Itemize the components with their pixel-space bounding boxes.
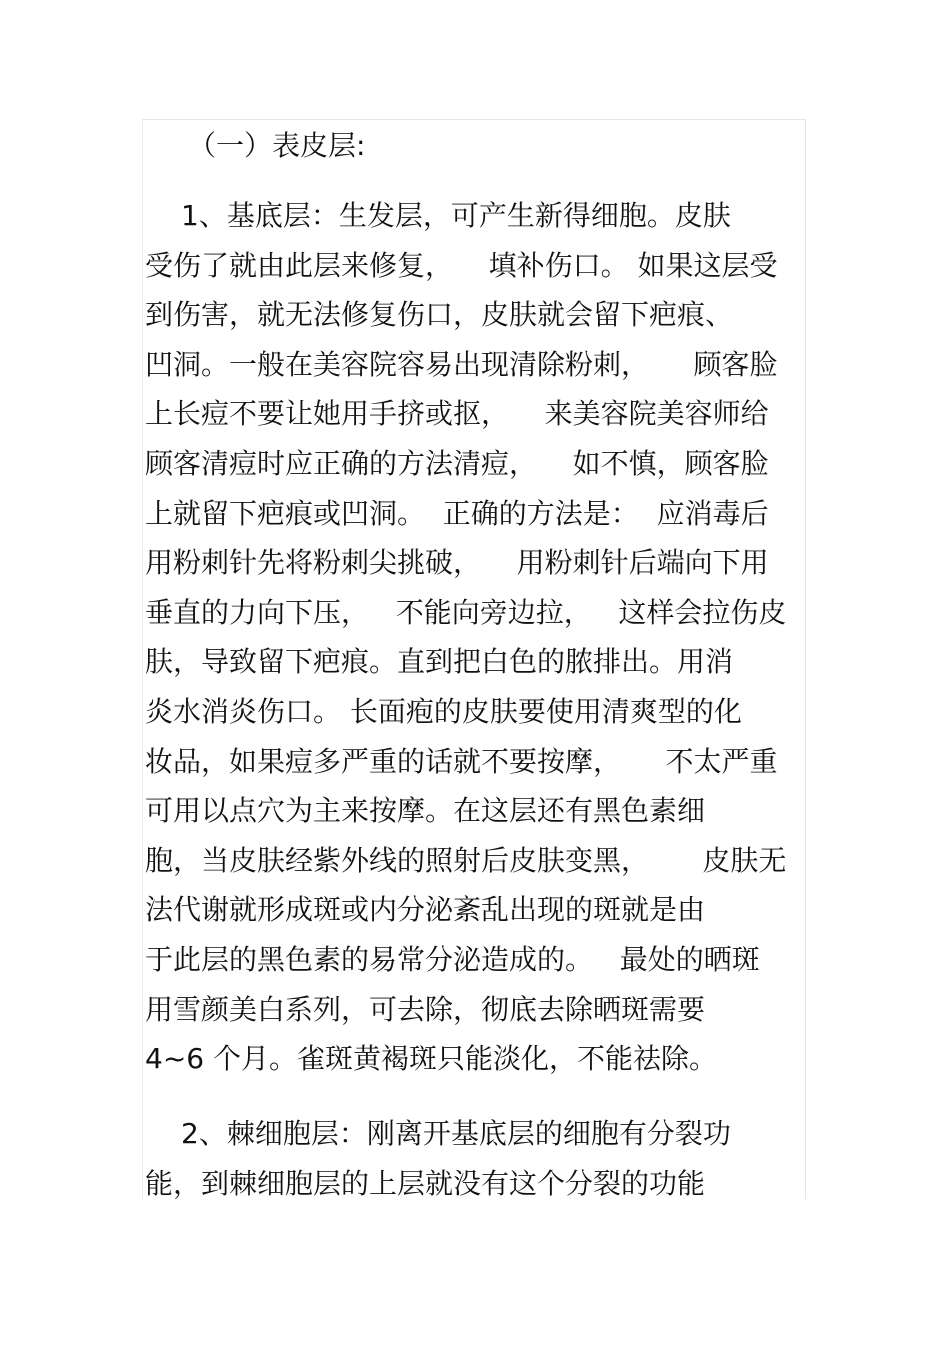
paragraph-line: 用粉刺针先将粉刺尖挑破， 用粉刺针后端向下用	[145, 546, 769, 580]
paragraph-line: 于此层的黑色素的易常分泌造成的。 最处的晒斑	[145, 942, 760, 976]
paragraph-line: 用雪颜美白系列，可去除，彻底去除晒斑需要	[145, 992, 706, 1026]
paragraph-line: 4~6 个月。雀斑黄褐斑只能淡化，不能祛除。	[145, 1042, 717, 1076]
section-heading: （一）表皮层:	[188, 129, 366, 162]
paragraph-spinous-layer	[145, 1109, 805, 1208]
paragraph-line: 胞，当皮肤经紫外线的照射后皮肤变黑， 皮肤无	[145, 843, 787, 877]
paragraph-line: 能，到棘细胞层的上层就没有这个分裂的功能	[145, 1166, 706, 1200]
paragraph-line: 上就留下疤痕或凹洞。 正确的方法是： 应消毒后	[145, 496, 769, 530]
paragraph-line: 2、棘细胞层：刚离开基底层的细胞有分裂功	[181, 1117, 731, 1150]
paragraph-line: 到伤害，就无法修复伤口，皮肤就会留下疤痕、	[145, 298, 734, 332]
paragraph-line: 垂直的力向下压， 不能向旁边拉， 这样会拉伤皮	[145, 595, 787, 629]
paragraph-line: 上长痘不要让她用手挤或抠， 来美容院美容师给	[145, 397, 769, 431]
paragraph-line: 肤，导致留下疤痕。直到把白色的脓排出。用消	[145, 645, 734, 679]
paragraph-line: 顾客清痘时应正确的方法清痘， 如不慎，顾客脸	[145, 446, 769, 480]
paragraph-line: 1、基底层：生发层，可产生新得细胞。皮肤	[181, 199, 731, 232]
paragraph-line: 妆品，如果痘多严重的话就不要按摩， 不太严重	[145, 744, 778, 778]
paragraph-line: 法代谢就形成斑或内分泌紊乱出现的斑就是由	[145, 893, 706, 927]
paragraph-line: 可用以点穴为主来按摩。在这层还有黑色素细	[145, 794, 706, 828]
paragraph-line: 炎水消炎伤口。 长面疱的皮肤要使用清爽型的化	[145, 694, 742, 728]
paragraph-basal-layer	[145, 191, 805, 1084]
paragraph-line: 受伤了就由此层来修复， 填补伤口。 如果这层受	[145, 248, 778, 282]
paragraph-line: 凹洞。一般在美容院容易出现清除粉刺， 顾客脸	[145, 347, 778, 381]
